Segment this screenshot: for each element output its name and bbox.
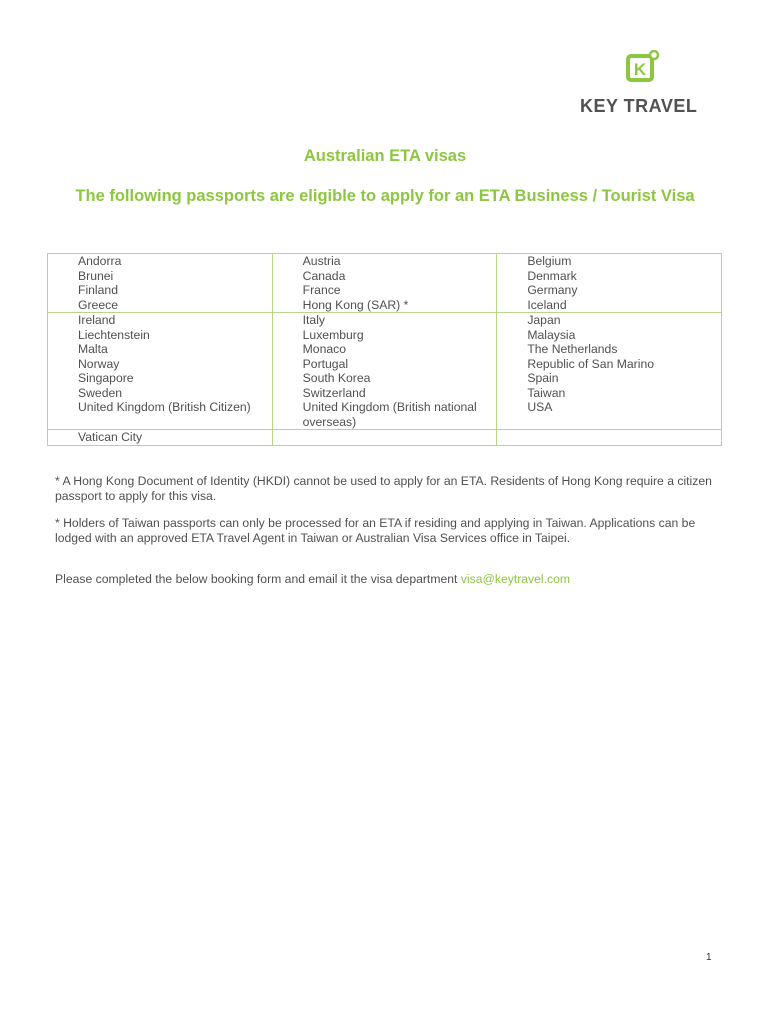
- key-travel-logo-icon: [626, 50, 660, 84]
- country-name: Republic of San Marino: [527, 356, 654, 371]
- country-name: Austria: [302, 254, 341, 268]
- country-name: Vatican City: [78, 430, 143, 444]
- country-name: Malaysia: [527, 327, 576, 342]
- logo-wordmark: KEY TRAVEL: [580, 96, 698, 116]
- country-name: overseas): [302, 414, 357, 429]
- table-cell: [48, 254, 273, 313]
- country-name: Finland: [78, 283, 118, 297]
- country-name: Belgium: [527, 254, 572, 268]
- country-name: The Netherlands: [527, 342, 618, 356]
- country-name: South Korea: [302, 371, 371, 385]
- country-name: USA: [527, 400, 553, 414]
- country-name: Norway: [78, 356, 120, 371]
- table-row: [48, 430, 722, 446]
- country-name: Taiwan: [527, 385, 566, 400]
- country-name: Denmark: [527, 268, 577, 283]
- country-name: Japan: [527, 313, 561, 327]
- page-title: Australian ETA visas: [303, 147, 467, 165]
- country-name: Brunei: [78, 268, 114, 283]
- country-name: United Kingdom (British Citizen): [78, 400, 251, 414]
- booking-text: Please completed the below booking form and email it the visa department: [55, 572, 461, 586]
- country-name: Switzerland: [302, 385, 366, 400]
- table-cell: [272, 254, 497, 313]
- country-name: Portugal: [302, 356, 349, 371]
- country-name: Italy: [302, 313, 326, 327]
- table-cell: [48, 313, 273, 430]
- country-name: Sweden: [78, 385, 123, 400]
- table-cell: [272, 313, 497, 430]
- page-number: 1: [706, 952, 712, 963]
- taiwan-note: * Holders of Taiwan passports can only be processed for an ETA if residing and applying in Taiwan. Applications can be lodged with an approved ETA Travel Agent in Taiwan or Australian Visa Services office in Taipei.: [55, 516, 696, 545]
- country-name: United Kingdom (British national: [302, 400, 477, 414]
- table-cell: [497, 430, 722, 446]
- hkdi-note: * A Hong Kong Document of Identity (HKDI) cannot be used to apply for an ETA. Residents of Hong Kong require a citizen passport to apply for this visa.: [55, 474, 712, 503]
- table-cell: [272, 430, 497, 446]
- country-name: Liechtenstein: [78, 327, 150, 342]
- country-name: Spain: [527, 371, 559, 385]
- table-cell: [48, 430, 273, 446]
- country-name: Singapore: [78, 371, 134, 385]
- table-row: [48, 313, 722, 430]
- country-name: Germany: [527, 283, 578, 297]
- country-name: Monaco: [302, 342, 347, 356]
- booking-instruction: [55, 572, 720, 587]
- page-subtitle: The following passports are eligible to apply for an ETA Business / Tourist Visa: [75, 187, 695, 205]
- eligible-countries-table: [47, 253, 722, 446]
- visa-email-link[interactable]: visa@keytravel.com: [460, 572, 571, 586]
- country-name: Greece: [78, 297, 118, 312]
- logo-mark-letter: K: [633, 60, 647, 79]
- country-name: Andorra: [78, 254, 122, 268]
- table-row: [48, 254, 722, 313]
- table-cell: [497, 254, 722, 313]
- country-name: Canada: [302, 268, 346, 283]
- table-cell: [497, 313, 722, 430]
- country-name: Malta: [78, 342, 108, 356]
- key-travel-logo: [580, 42, 716, 118]
- country-name: Luxemburg: [302, 327, 364, 342]
- country-name: Iceland: [527, 297, 567, 312]
- country-name: France: [302, 283, 341, 297]
- country-name: Ireland: [78, 313, 116, 327]
- country-name: Hong Kong (SAR) *: [302, 297, 409, 312]
